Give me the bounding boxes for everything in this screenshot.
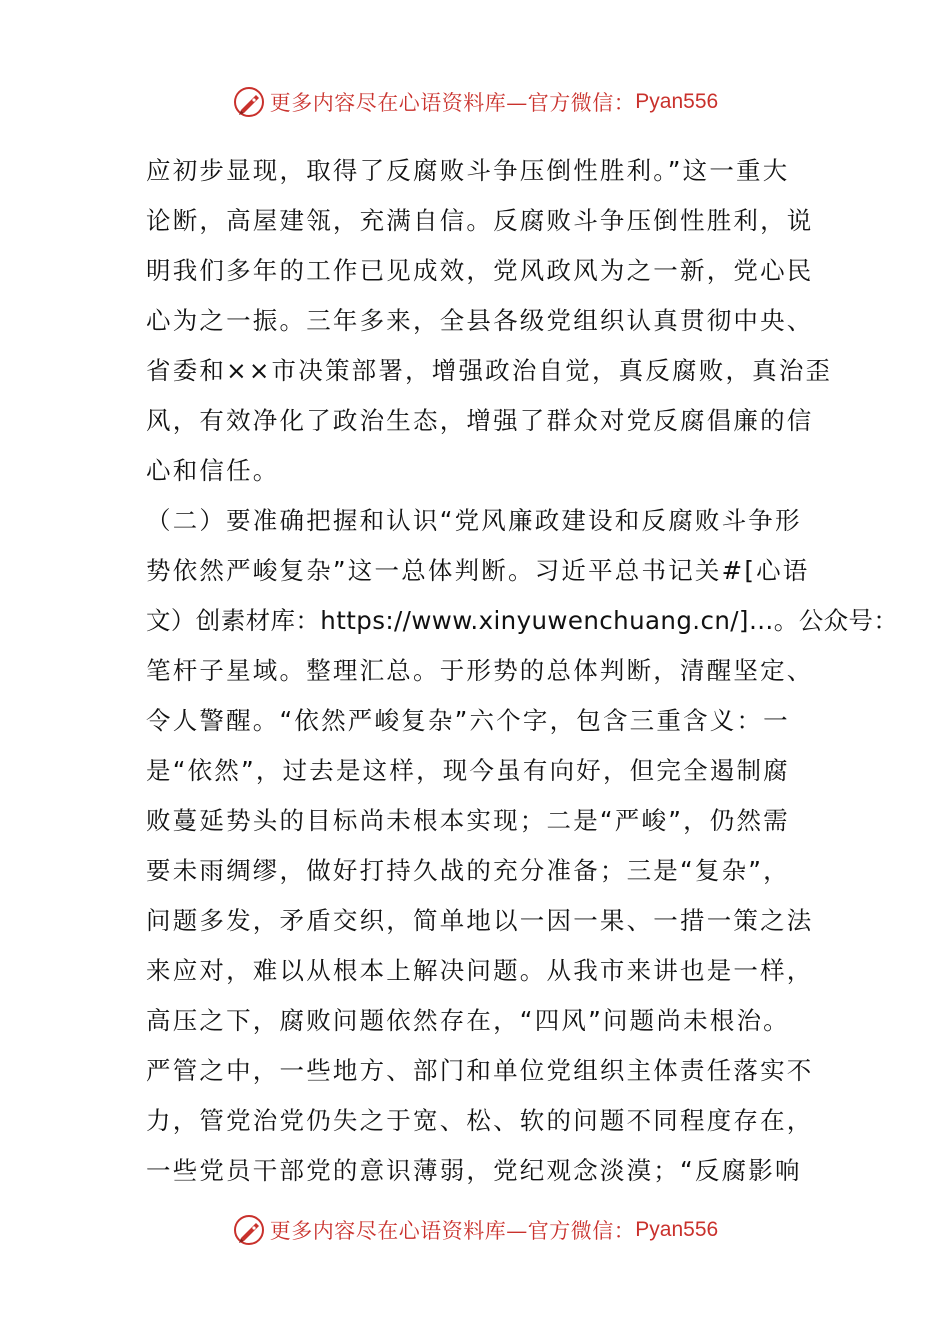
body-line: 问题多发，矛盾交织，简单地以一因一果、一措一策之法 <box>146 906 814 935</box>
pen-logo-icon <box>232 85 266 119</box>
header-wechat-id: Pyan556 <box>635 90 719 113</box>
body-line: 笔杆子星域。整理汇总。于形势的总体判断，清醒坚定、 <box>146 656 814 685</box>
body-line: 是“依然”，过去是这样，现今虽有向好，但完全遏制腐 <box>146 756 790 785</box>
pen-logo-icon <box>232 1213 266 1247</box>
footer-banner <box>0 1210 950 1250</box>
section-heading-line: （二）要准确把握和认识“党风廉政建设和反腐败斗争形 <box>146 506 802 535</box>
body-line: 心为之一振。三年多来，全县各级党组织认真贯彻中央、 <box>146 306 814 335</box>
header-banner <box>0 82 950 122</box>
body-line: 一些党员干部党的意识薄弱，党纪观念淡漠；“反腐影响 <box>146 1156 802 1185</box>
footer-banner-text: 更多内容尽在心语资料库—官方微信： <box>269 1219 636 1243</box>
document-body <box>146 146 899 1196</box>
body-line: 来应对，难以从根本上解决问题。从我市来讲也是一样， <box>146 956 814 985</box>
body-line: 心和信任。 <box>146 456 280 485</box>
footer-wechat-id: Pyan556 <box>635 1218 719 1241</box>
body-line: 省委和××市决策部署，增强政治自觉，真反腐败，真治歪 <box>146 356 833 385</box>
body-line: 势依然严峻复杂”这一总体判断。习近平总书记关#[心语 <box>146 556 810 585</box>
body-line: 风，有效净化了政治生态，增强了群众对党反腐倡廉的信 <box>146 406 814 435</box>
body-line: 明我们多年的工作已见成效，党风政风为之一新，党心民 <box>146 256 814 285</box>
body-line: 力，管党治党仍失之于宽、松、软的问题不同程度存在， <box>146 1106 814 1135</box>
body-line: 要未雨绸缪，做好打持久战的充分准备；三是“复杂”， <box>146 856 790 885</box>
body-line: 论断，高屋建瓴，充满自信。反腐败斗争压倒性胜利，说 <box>146 206 814 235</box>
body-line: 令人警醒。“依然严峻复杂”六个字，包含三重含义：一 <box>146 706 790 735</box>
body-line: 败蔓延势头的目标尚未根本实现；二是“严峻”，仍然需 <box>146 806 790 835</box>
body-line: 高压之下，腐败问题依然存在，“四风”问题尚未根治。 <box>146 1006 790 1035</box>
body-line: 严管之中，一些地方、部门和单位党组织主体责任落实不 <box>146 1056 814 1085</box>
body-line-with-url: 文）创素材库：https://www.xinyuwenchuang.cn/]…。公众号： <box>146 606 899 635</box>
body-line: 应初步显现，取得了反腐败斗争压倒性胜利。”这一重大 <box>146 156 790 185</box>
header-banner-text: 更多内容尽在心语资料库—官方微信： <box>269 91 636 115</box>
